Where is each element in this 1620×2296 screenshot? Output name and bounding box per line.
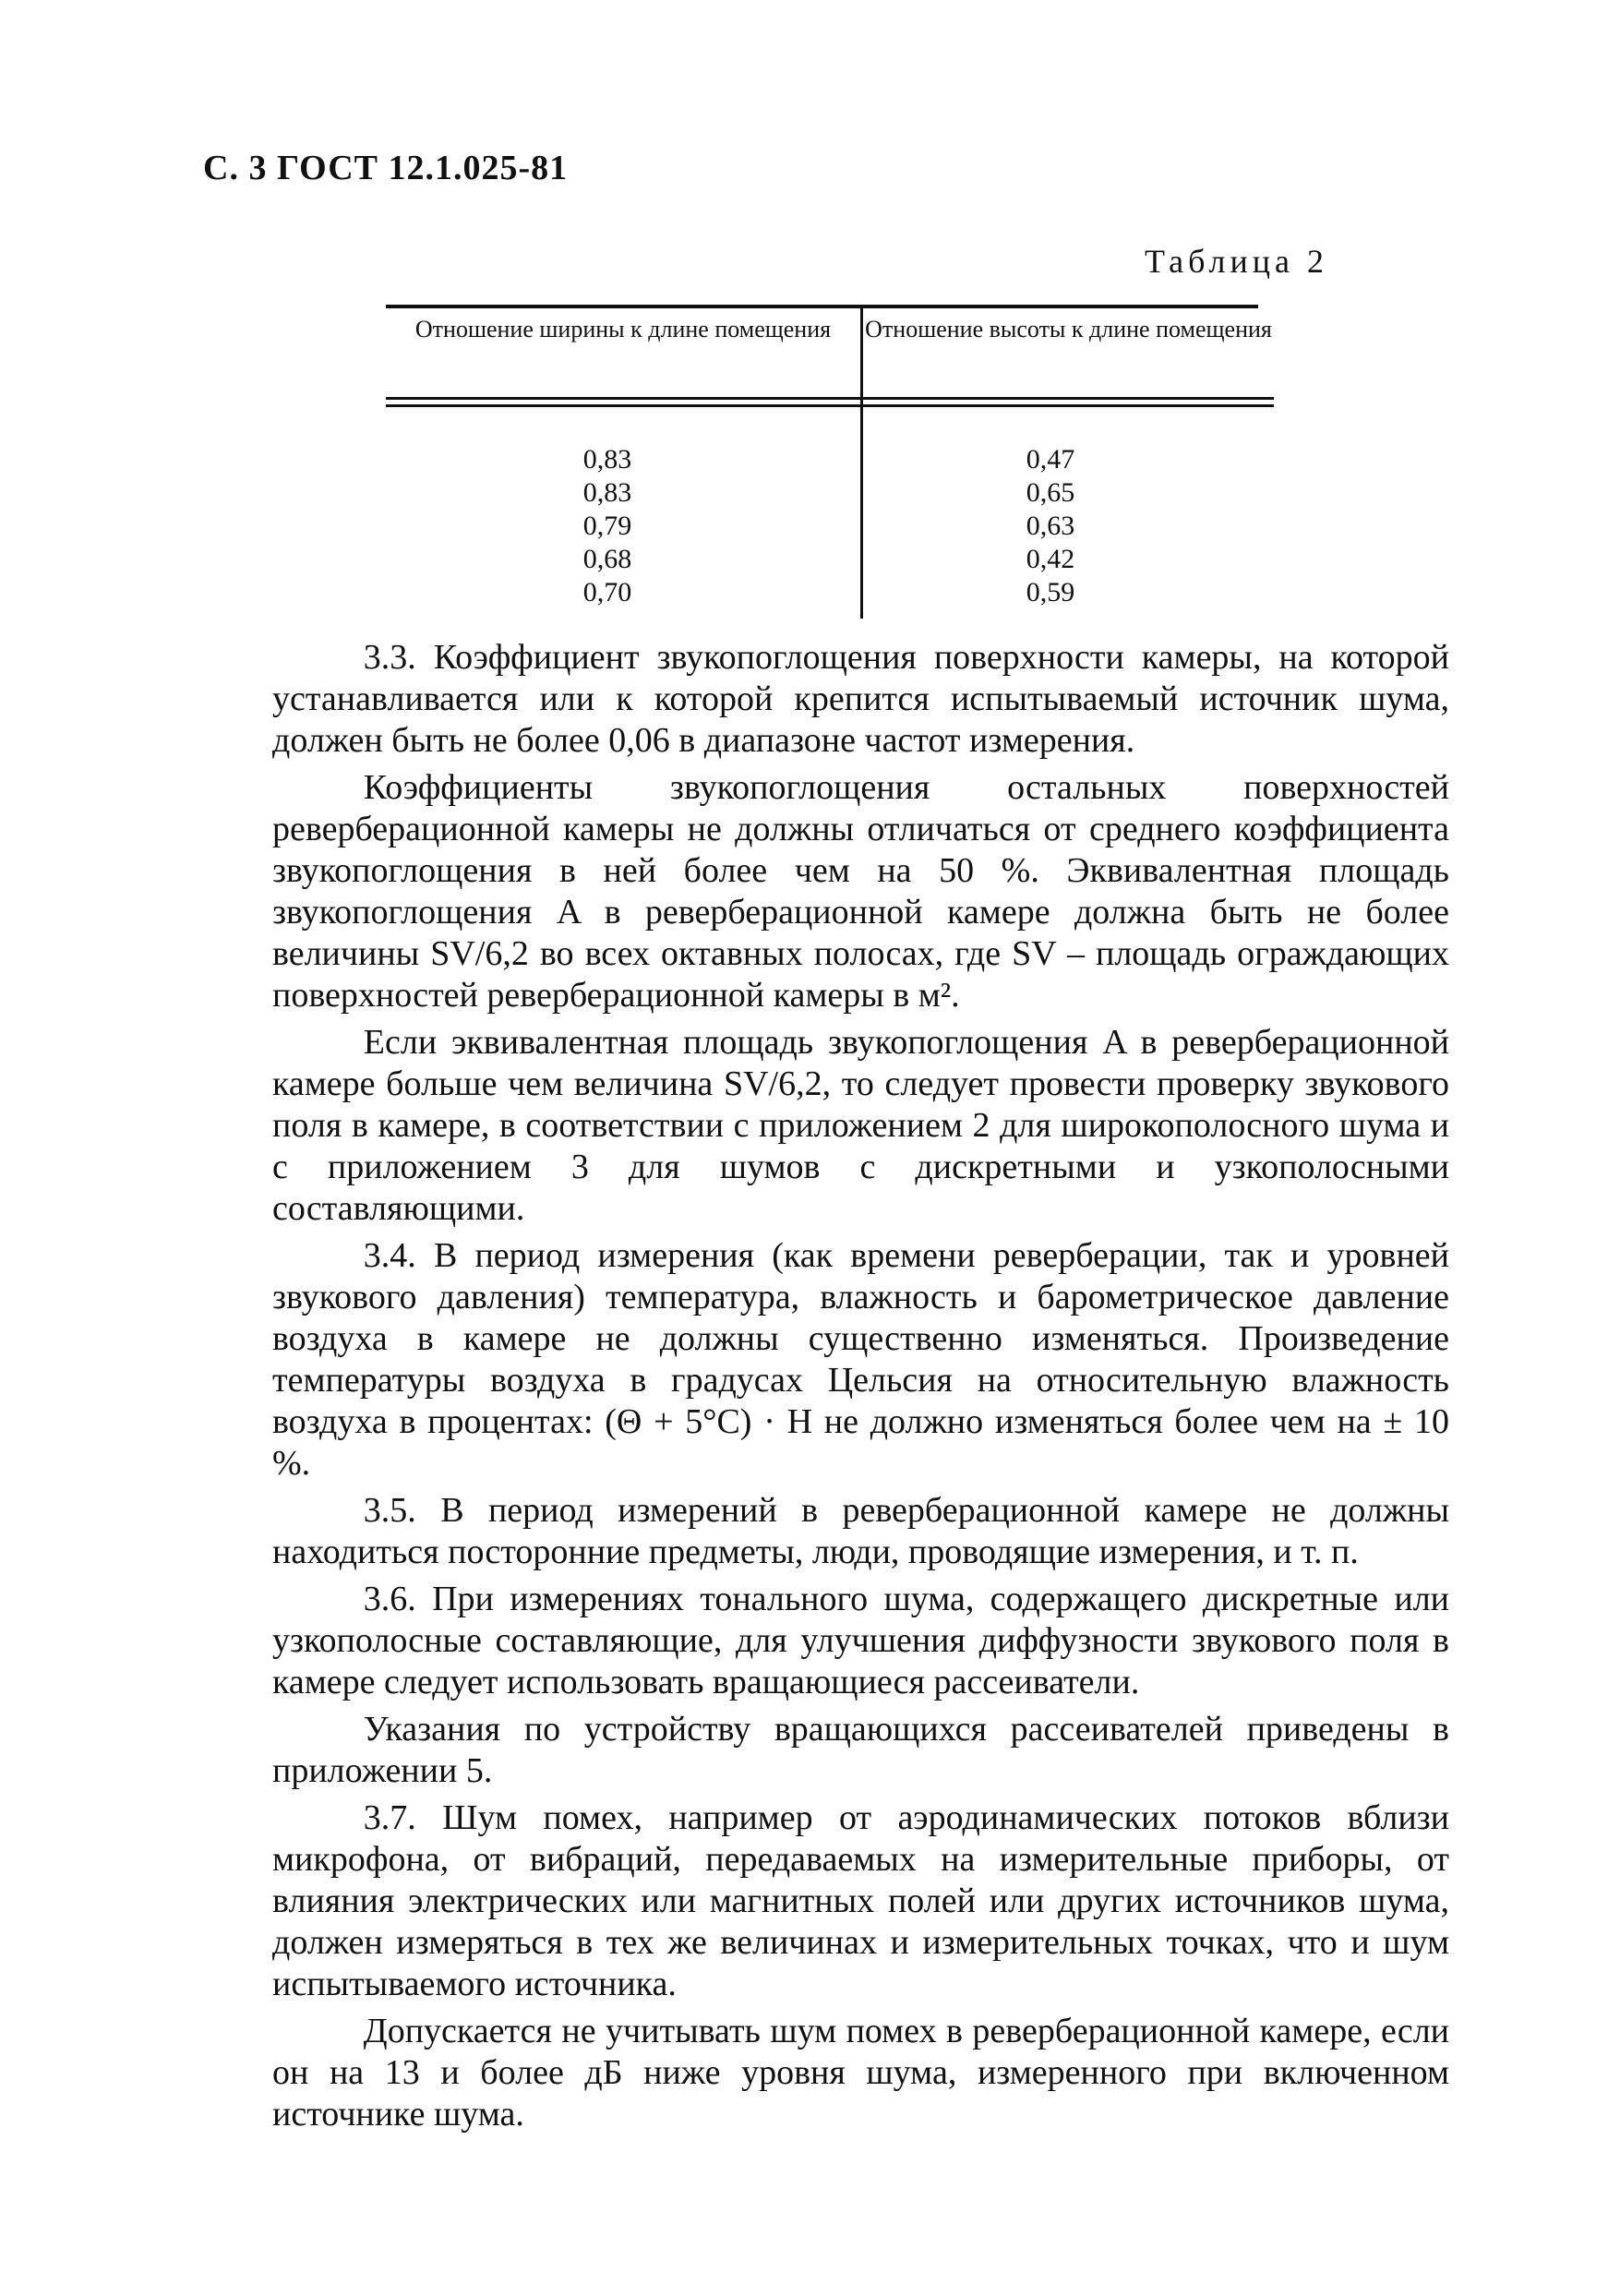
width-ratio-column (552, 443, 663, 609)
paragraph-3-6: 3.6. При измерениях тонального шума, содержащего дискретные или узкополосные составляющие, для улучшения диффузности звукового поля в камере следует использовать вращающиеся рассеиватели. (272, 1580, 1449, 1701)
table-top-rule (386, 305, 1258, 308)
ratio-table (386, 305, 1274, 637)
column-header-height-ratio: Отношение высоты к длине помещения (865, 316, 1272, 343)
paragraph-sound-field-check: Если эквивалентная площадь звукопоглощения A в реверберационной камере больше чем величина SV/6,2, то следует провести проверку звукового поля в камере, в соответствии с приложением 2 для широкополосного шума и с приложением 3 для шумов с дискретными и узкополосными составляющими. (272, 1023, 1449, 1228)
height-ratio-column (995, 443, 1106, 609)
table-column-divider (860, 305, 863, 619)
paragraph-diffusers-note: Указания по устройству вращающихся рассеивателей приведены в приложении 5. (272, 1710, 1449, 1790)
table-cell: 0,68 (582, 544, 632, 574)
table-header-rule-double (386, 404, 1274, 407)
table-cell: 0,42 (1026, 544, 1075, 574)
table-header-rule (386, 397, 1274, 400)
table-cell: 0,63 (1026, 511, 1075, 541)
table-cell: 0,65 (1026, 477, 1075, 508)
paragraph-3-4: 3.4. В период измерения (как времени реверберации, так и уровней звукового давления) температура, влажность и барометрическое давление воздуха в камере не должны существенно изменяться. Произведение температуры воздуха в градусах Цельсия на относительную влажность воздуха в процентах: (Θ + 5°С) · H не должно изменяться более чем на ± 10 %. (272, 1236, 1449, 1483)
table-caption: Таблица 2 (1145, 243, 1328, 280)
page-header: С. 3 ГОСТ 12.1.025-81 (203, 149, 569, 187)
paragraph-3-3: 3.3. Коэффициент звукопоглощения поверхности камеры, на которой устанавливается или к которой крепится испытываемый источник шума, должен быть не более 0,06 в диапазоне частот измерения. (272, 638, 1449, 760)
table-cell: 0,83 (582, 444, 632, 475)
table-cell: 0,47 (1026, 444, 1075, 475)
table-cell: 0,59 (1026, 577, 1075, 607)
paragraph-noise-allowance: Допускается не учитывать шум помех в реверберационной камере, если он на 13 и более дБ ниже уровня шума, измеренного при включенном источнике шума. (272, 2012, 1449, 2134)
table-cell: 0,83 (582, 477, 632, 508)
document-body (272, 637, 1449, 2135)
paragraph-absorption-coefficients: Коэффициенты звукопоглощения остальных поверхностей реверберационной камеры не должны отличаться от среднего коэффициента звукопоглощения в ней более чем на 50 %. Эквивалентная площадь звукопоглощения A в реверберационной камере должна быть не более величины SV/6,2 во всех октавных полосах, где SV – площадь ограждающих поверхностей реверберационной камеры в м². (272, 768, 1449, 1015)
table-cell: 0,79 (582, 511, 632, 541)
paragraph-3-5: 3.5. В период измерений в реверберационной камере не должны находиться посторонние предметы, люди, проводящие измерения, и т. п. (272, 1491, 1449, 1571)
paragraph-3-7: 3.7. Шум помех, например от аэродинамических потоков вблизи микрофона, от вибраций, передаваемых на измерительные приборы, от влияния электрических или магнитных полей или других источников шума, должен измеряться в тех же величинах и измерительных точках, что и шум испытываемого источника. (272, 1798, 1449, 2003)
table-cell: 0,70 (582, 577, 632, 607)
column-header-width-ratio: Отношение ширины к длине помещения (414, 316, 832, 343)
